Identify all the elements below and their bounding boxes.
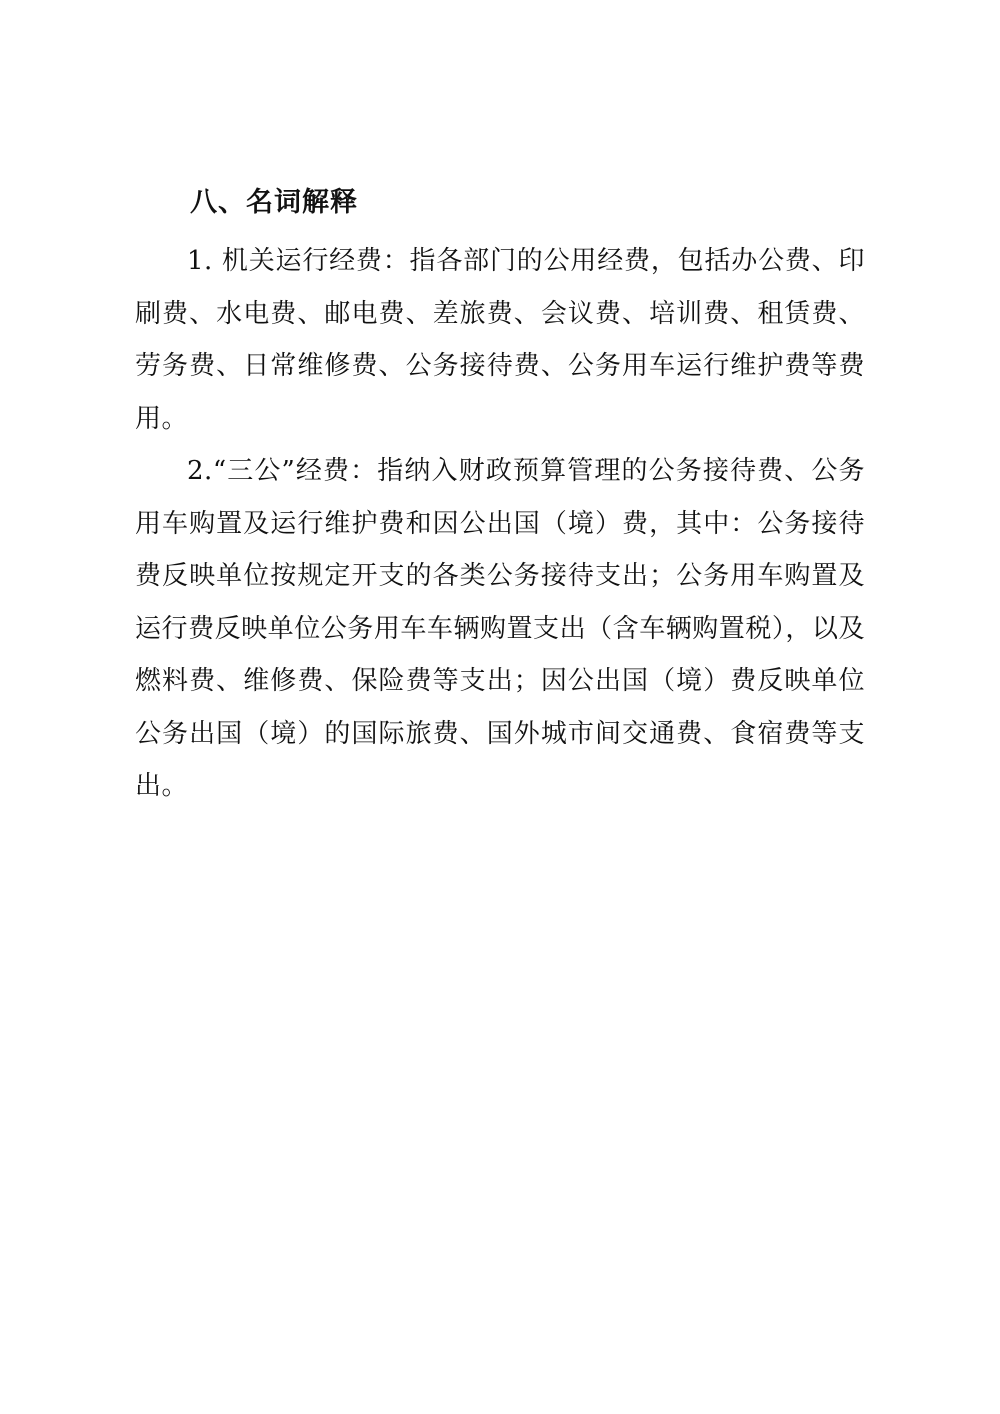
section-heading: 八、名词解释 bbox=[190, 187, 358, 218]
paragraph-text: 机关运行经费：指各部门的公用经费，包括办公费、印刷费、水电费、邮电费、差旅费、会议费、培训费、租赁费、劳务费、日常维修费、公务接待费、公务用车运行维护费等费用。 bbox=[135, 246, 865, 434]
definition-paragraph-2 bbox=[135, 445, 865, 813]
paragraph-number: 2. bbox=[187, 456, 213, 486]
paragraph-number: 1. bbox=[187, 246, 213, 276]
definition-paragraph-1 bbox=[135, 235, 865, 445]
paragraph-text: “三公”经费：指纳入财政预算管理的公务接待费、公务用车购置及运行维护费和因公出国（境）费，其中：公务接待费反映单位按规定开支的各类公务接待支出；公务用车购置及运行费反映单位公务用车车辆购置支出（含车辆购置税），以及燃料费、维修费、保险费等支出；因公出国（境）费反映单位公务出国（境）的国际旅费、国外城市间交通费、食宿费等支出。 bbox=[135, 456, 865, 801]
definitions-body bbox=[135, 235, 865, 813]
